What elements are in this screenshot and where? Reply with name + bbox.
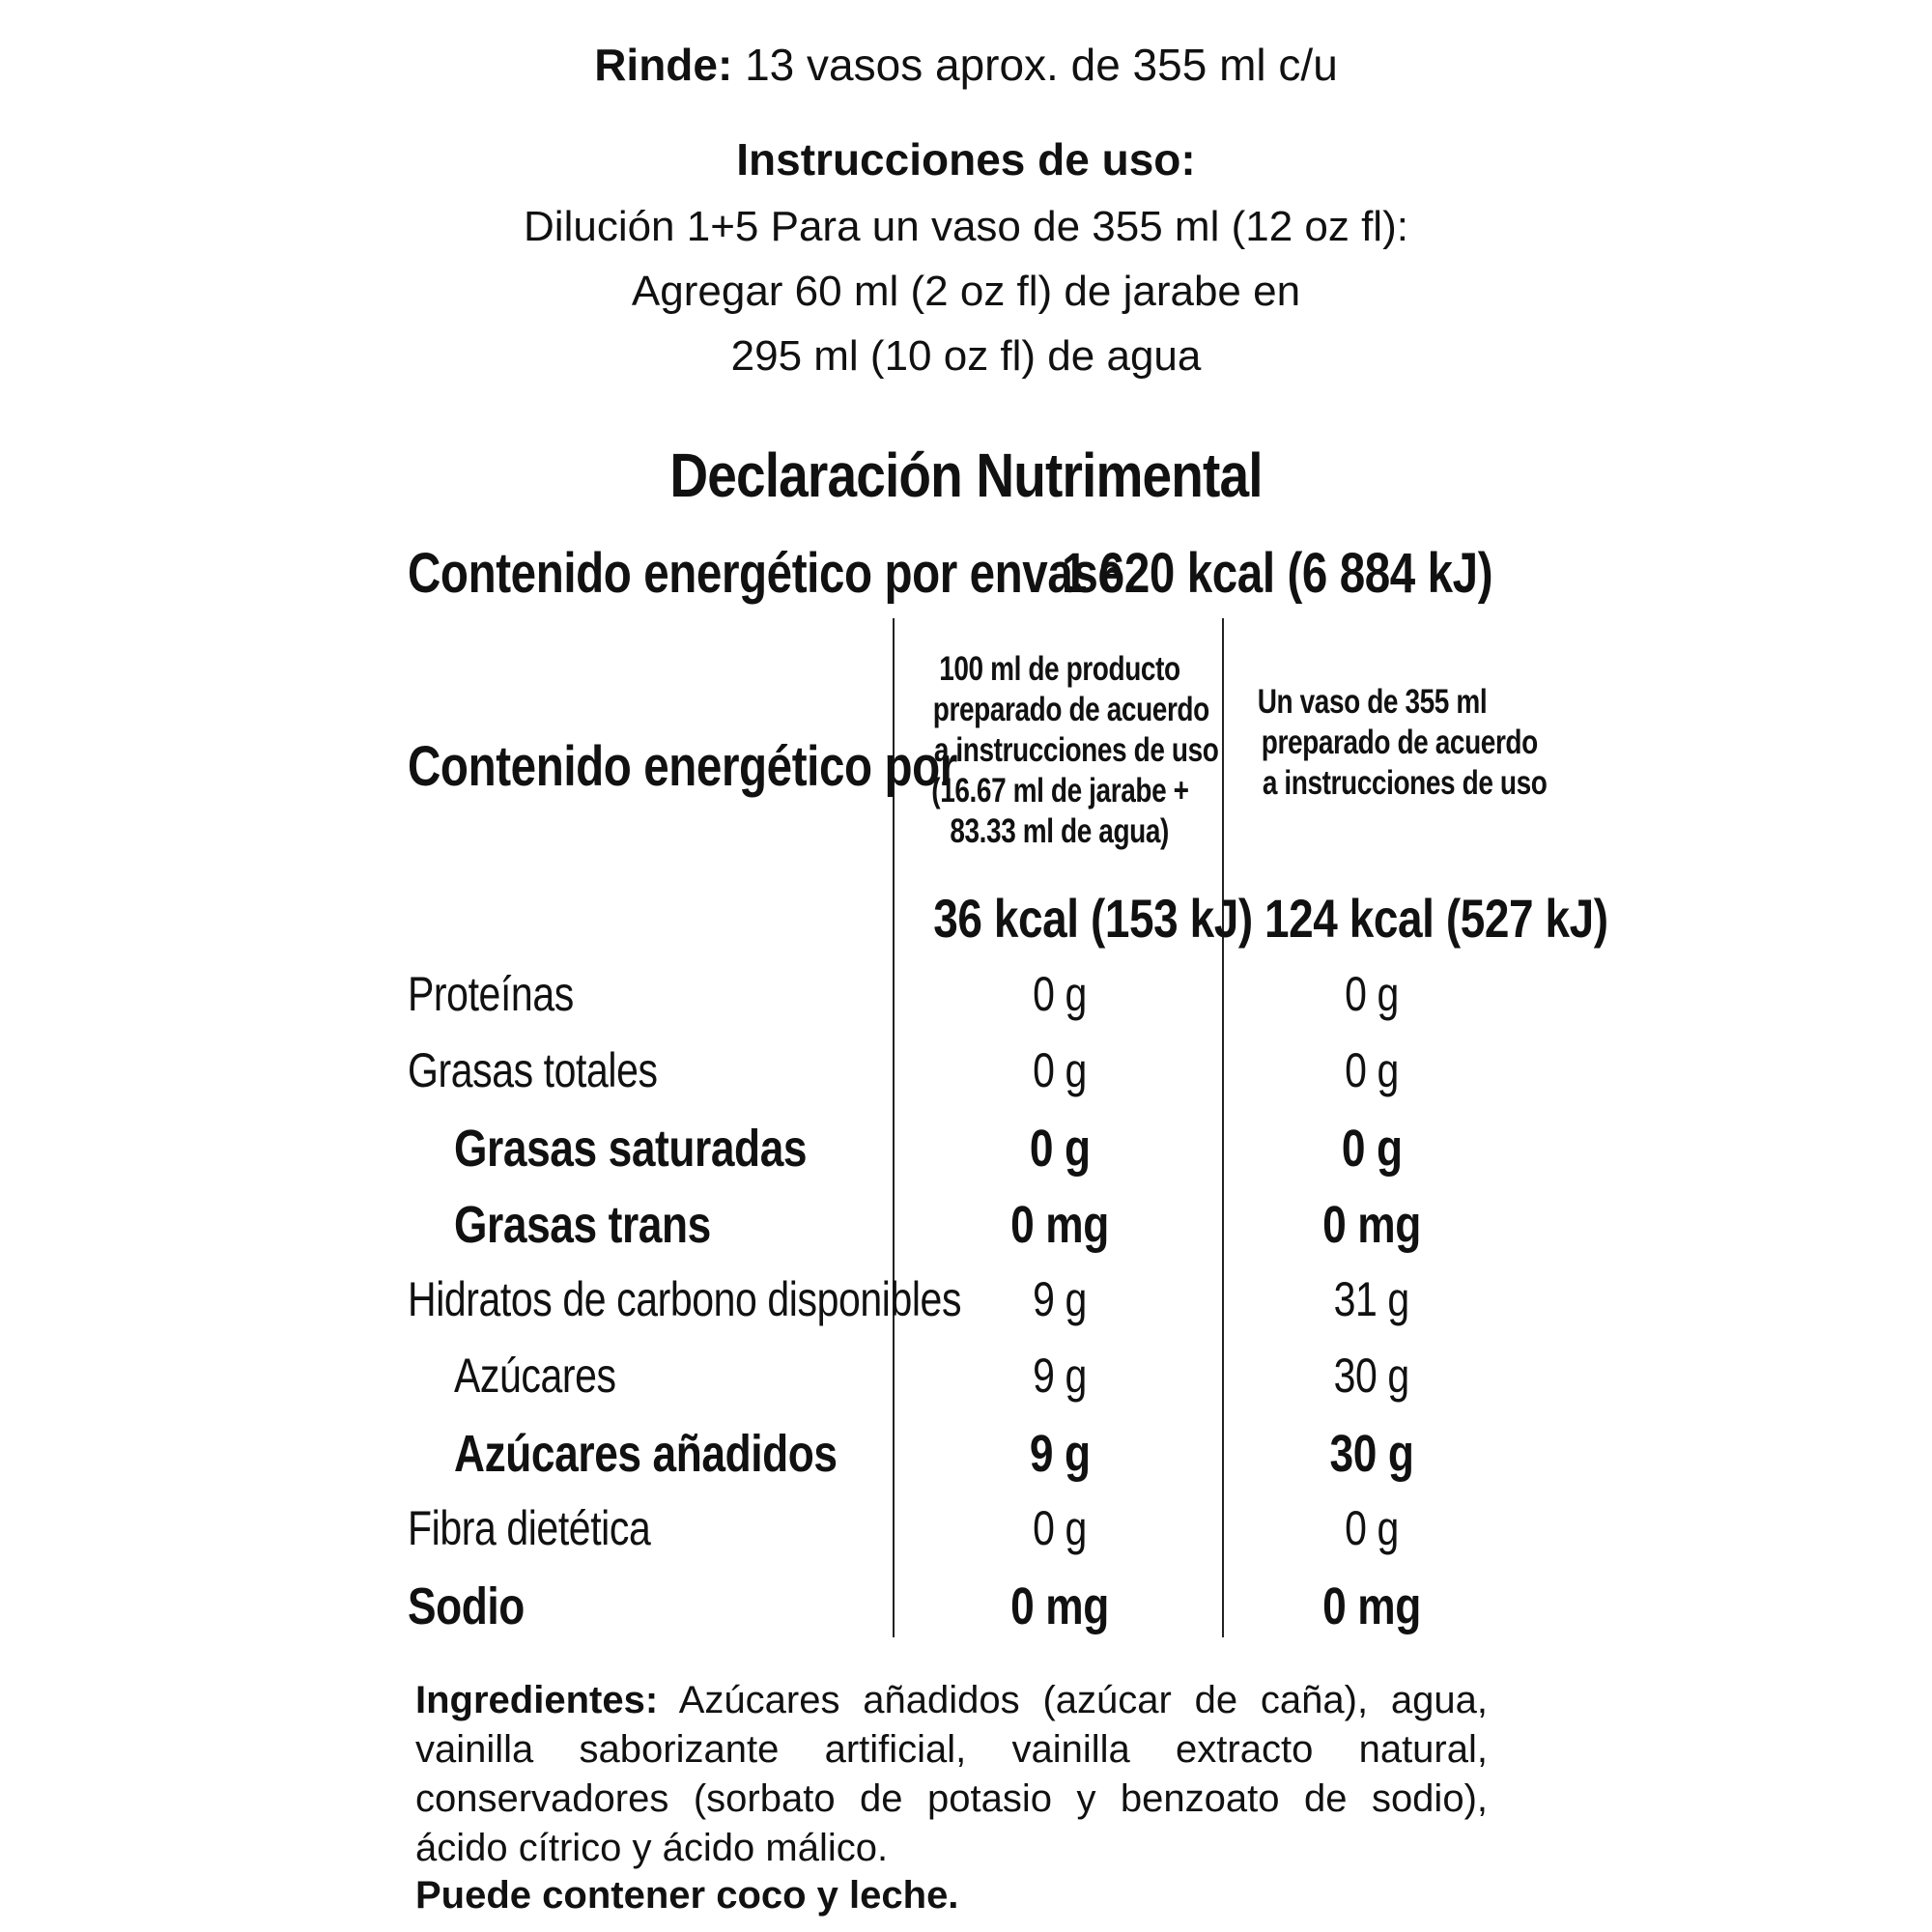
nutrient-value-glass: 31 g — [1333, 1272, 1410, 1326]
nutrient-value-glass: 0 g — [1345, 1501, 1399, 1555]
yield-line — [0, 39, 1932, 91]
nutrient-value-glass: 0 g — [1345, 1043, 1399, 1097]
nutrient-value-100ml: 0 mg — [1010, 1577, 1109, 1635]
nutrient-value-100ml: 9 g — [1029, 1425, 1091, 1483]
ingredients-text: Azúcares añadidos (azúcar de caña), agua, vainilla saborizante artificial, vainilla extracto natural, conservadores (sorbato de potasio y benzoato de sodio), ácido cítrico y ácido málico. — [415, 1679, 1488, 1869]
nutrient-value-100ml: 0 g — [1033, 1043, 1087, 1097]
allergen-warning: Puede contener coco y leche. — [415, 1874, 959, 1917]
energy-per-package-value: 1 620 kcal (6 884 kJ) — [1061, 542, 1492, 605]
yield-label: Rinde: — [594, 40, 733, 90]
energy-value-glass: 124 kcal (527 kJ) — [1264, 888, 1608, 949]
nutrient-value-100ml: 9 g — [1033, 1349, 1087, 1403]
nutrition-title: Declaración Nutrimental — [669, 440, 1263, 510]
nutrient-row — [0, 1119, 1932, 1194]
nutrient-row — [0, 1042, 1932, 1118]
energy-per-package-label: Contenido energético por envase — [408, 542, 1123, 605]
nutrient-row — [0, 1500, 1932, 1576]
nutrient-value-100ml: 0 g — [1029, 1120, 1091, 1178]
instructions-line-3: 295 ml (10 oz fl) de agua — [730, 332, 1202, 380]
instructions-line-1: Dilución 1+5 Para un vaso de 355 ml (12 oz fl): — [524, 203, 1408, 250]
nutrient-value-100ml: 0 mg — [1010, 1196, 1109, 1254]
nutrient-value-100ml: 0 g — [1033, 1501, 1087, 1555]
nutrient-label: Grasas saturadas — [454, 1120, 808, 1178]
yield-text: 13 vasos aprox. de 355 ml c/u — [732, 40, 1338, 90]
ingredients-label: Ingredientes: — [415, 1679, 659, 1721]
energy-per-label: Contenido energético por — [408, 735, 957, 798]
nutrient-value-100ml: 9 g — [1033, 1272, 1087, 1326]
nutrient-label: Fibra dietética — [408, 1501, 651, 1555]
nutrient-label: Azúcares — [454, 1349, 616, 1403]
nutrient-row — [0, 966, 1932, 1041]
nutrient-row — [0, 1195, 1932, 1270]
nutrient-label: Azúcares añadidos — [454, 1425, 838, 1483]
nutrient-row — [0, 1424, 1932, 1499]
nutrient-value-glass: 30 g — [1333, 1349, 1410, 1403]
nutrient-label: Grasas trans — [454, 1196, 711, 1254]
instructions-line-2: Agregar 60 ml (2 oz fl) de jarabe en — [631, 268, 1301, 315]
nutrient-value-glass: 30 g — [1329, 1425, 1414, 1483]
nutrient-row — [0, 1577, 1932, 1652]
nutrient-value-glass: 0 mg — [1322, 1577, 1421, 1635]
nutrient-row — [0, 1271, 1932, 1347]
nutrient-label: Sodio — [408, 1577, 525, 1635]
column-header-100ml: 100 ml de producto preparado de acuerdo a instrucciones de uso (16.67 ml de jarabe + 83.33 ml de agua) — [930, 650, 1219, 850]
nutrient-value-glass: 0 g — [1345, 967, 1399, 1021]
nutrient-label: Grasas totales — [408, 1043, 658, 1097]
ingredients — [415, 1676, 1488, 1873]
nutrient-value-100ml: 0 g — [1033, 967, 1087, 1021]
nutrient-value-glass: 0 mg — [1322, 1196, 1421, 1254]
column-header-glass: Un vaso de 355 ml preparado de acuerdo a instrucciones de uso — [1257, 683, 1548, 802]
nutrient-row — [0, 1348, 1932, 1423]
nutrient-label: Hidratos de carbono disponibles — [408, 1272, 962, 1326]
energy-value-100ml: 36 kcal (153 kJ) — [933, 888, 1253, 949]
instructions-title: Instrucciones de uso: — [736, 134, 1196, 185]
nutrient-label: Proteínas — [408, 967, 574, 1021]
nutrient-value-glass: 0 g — [1341, 1120, 1403, 1178]
